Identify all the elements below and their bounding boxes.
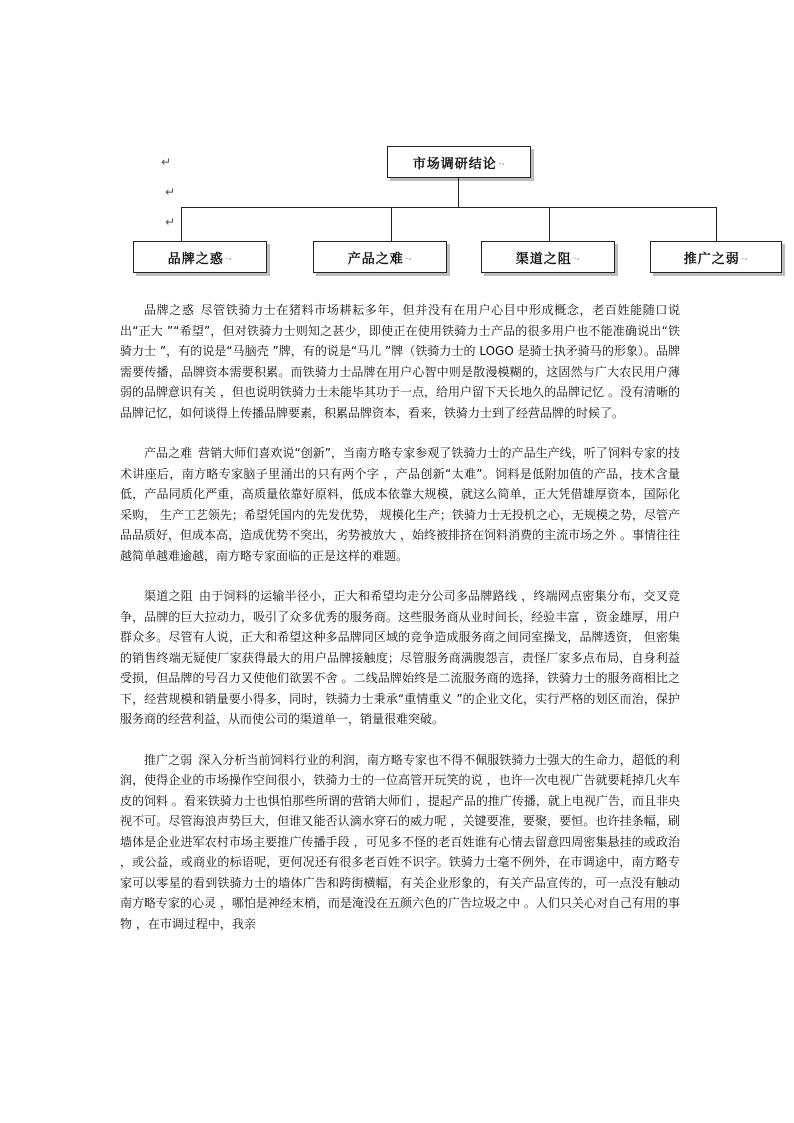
- paragraph-return-mark: ↵: [165, 185, 176, 199]
- diagram-connector-horizontal: [181, 207, 716, 208]
- diagram-child-label: 产品之难: [347, 251, 404, 267]
- paragraph-return-mark: ↵: [165, 215, 176, 229]
- paragraph-channel: [120, 586, 680, 730]
- paragraph-heading: 渠道之阻: [144, 589, 193, 603]
- paragraph-text: 尽管铁骑力士在猪料市场耕耘多年，但并没有在用户心目中形成概念，老百姓能随口说出“正大 ”“希望”，但对铁骑力士则知之甚少，即使正在使用铁骑力士产品的很多用户也不能准确说出“铁骑力士 ”，有的说是“马脑壳 ”牌，有的说是“马儿 ”牌（铁骑力士的 LOGO 是骑士执矛骑马的形象）。品牌需要传播，品牌资本需要积累。而铁骑力士品牌在用户心智中则是散漫模糊的，这固然与广大农民用户薄弱的品牌意识有关 ，但也说明铁骑力士未能毕其功于一点，给用户留下天长地久的品牌记忆 。没有清晰的品牌记忆，如何谈得上传播品牌要素，积累品牌资本，看来，铁骑力士到了经营品牌的时候了。: [120, 303, 680, 420]
- diagram-connector-vertical: [458, 177, 459, 207]
- paragraph-heading: 推广之弱: [144, 752, 193, 767]
- diagram-child-box: [133, 241, 267, 273]
- diagram-child-box: [313, 241, 447, 273]
- diagram-child-label: 渠道之阻: [515, 251, 572, 267]
- diagram-child-label: 品牌之惑: [167, 251, 224, 267]
- paragraph-product: [120, 443, 680, 566]
- paragraph-return-mark: ↵: [161, 155, 172, 169]
- diagram-root-box: [387, 146, 531, 178]
- diagram-child-box: [650, 241, 782, 273]
- conclusion-diagram: [0, 0, 794, 290]
- diagram-connector-drop: [549, 207, 550, 241]
- diagram-box-mark: .,: [405, 253, 413, 261]
- paragraph-promotion: [120, 750, 680, 935]
- diagram-connector-drop: [716, 207, 717, 241]
- paragraph-heading: 品牌之惑: [144, 303, 195, 317]
- diagram-child-label: 推广之弱: [683, 251, 740, 267]
- diagram-root-label: 市场调研结论: [412, 156, 497, 172]
- paragraph-brand: [120, 300, 680, 423]
- paragraph-text: 由于饲料的运输半径小，正大和希望均走分公司多品牌路线 ，终端网点密集分布，交叉竞争，品牌的巨大拉动力，吸引了众多优秀的服务商。这些服务商从业时间长，经验丰富 ，资金雄厚，用户群众多。尽管有人说，正大和希望这种多品牌同区域的竞争造成服务商之间同室操戈，品牌透资， 但密集的销售终端无疑使厂家获得最大的用户品牌接触度；尽管服务商满腹怨言，责怪厂家多点布局，自身利益受损，但品牌的号召力又使他们欲罢不舍 。二线品牌始终是二流服务商的选择，铁骑力士的服务商相比之下，经营规模和销量要小得多，同时，铁骑力士秉承“重情重义 ”的企业文化，实行严格的划区而治，保护服务商的经营利益，从而使公司的渠道单一，销量很难突破。: [120, 589, 680, 726]
- paragraph-text: 营销大师们喜欢说“创新”，当南方略专家参观了铁骑力士的产品生产线，听了饲料专家的技术讲座后，南方略专家脑子里涌出的只有两个字 ，产品创新“太难”。饲料是低附加值的产品，技术含量低，产品同质化严重，高质量依靠好原料，低成本依靠大规模，就这么简单，正大凭借雄厚资本，国际化采购， 生产工艺领先；希望凭国内的先发优势， 规模化生产；铁骑力士无投机之心，无规模之势，尽管产品品质好，但成本高，造成优势不突出，劣势被放大 ，始终被排挤在饲料消费的主流市场之外 。事情往往越简单越难逾越，南方略专家面临的正是这样的难题。: [120, 446, 680, 563]
- diagram-box-mark: .,: [573, 253, 581, 261]
- diagram-box-mark: .,: [225, 253, 233, 261]
- diagram-box-mark: .,: [498, 158, 506, 166]
- document-body: [120, 300, 680, 954]
- paragraph-heading: 产品之难: [144, 446, 193, 460]
- diagram-connector-drop: [181, 207, 182, 241]
- paragraph-text: 深入分析当前饲料行业的利润，南方略专家也不得不佩服铁骑力士强大的生命力，超低的利润，使得企业的市场操作空间很小，铁骑力士的一位高管开玩笑的说 ，也许一次电视广告就要耗掉几火车皮的饲料 。看来铁骑力士也惧怕那些所谓的营销大师们 ，提起产品的推广传播，就上电视广告，而且非央视不可。尽管海浪声势巨大，但谁又能否认滴水穿石的威力呢 ，关键要准，要聚，要恒。也许挂条幅，刷墙体是企业进军农村市场主要推广传播手段 ，可见多不怪的老百姓谁有心情去留意四周密集悬挂的或政治 ，或公益，或商业的标语呢，更何况还有很多老百姓不识字。铁骑力士毫不例外，在市调途中，南方略专家可以零星的看到铁骑力士的墙体广告和跨街横幅，有关企业形象的，有关产品宣传的，可一点没有触动南方略专家的心灵 ，哪怕是神经末梢，而是淹没在五颜六色的广告垃圾之中 。人们只关心对自己有用的事物 ，在市调过程中，我亲: [120, 752, 680, 931]
- diagram-connector-drop: [391, 207, 392, 241]
- diagram-child-box: [481, 241, 615, 273]
- diagram-box-mark: .,: [741, 253, 749, 261]
